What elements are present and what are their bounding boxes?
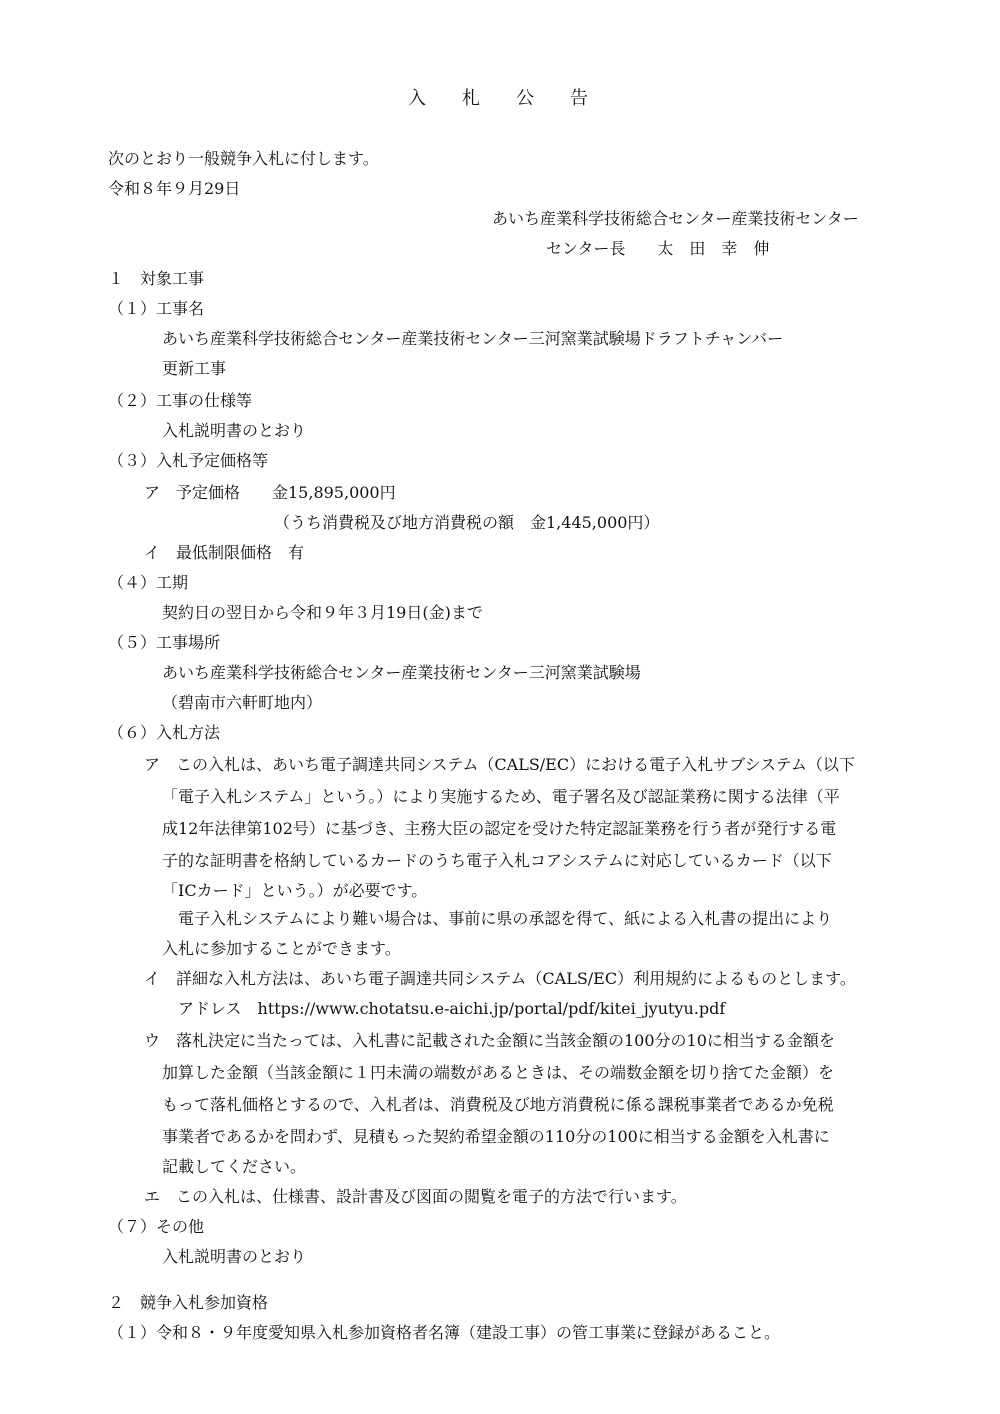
section2-heading: ２ 競争入札参加資格 bbox=[108, 1293, 269, 1312]
s1-7-heading: （７）その他 bbox=[108, 1217, 205, 1236]
s1-3-a-note: （うち消費税及び地方消費税の額 金1,445,000円） bbox=[274, 513, 660, 532]
s1-6-heading: （６）入札方法 bbox=[108, 723, 221, 742]
s1-6-a-line: 子的な証明書を格納しているカードのうち電子入札コアシステムに対応しているカード（以下 bbox=[162, 851, 832, 870]
s1-6-e-line: エ この入札は、仕様書、設計書及び図面の閲覧を電子的方法で行います。 bbox=[144, 1187, 687, 1206]
issuer-name: センター長 太 田 幸 伸 bbox=[546, 239, 770, 258]
notice-date: 令和８年９月29日 bbox=[108, 179, 241, 198]
s1-6-a-line: 「ICカード」という。）が必要です。 bbox=[162, 881, 428, 900]
s1-3-a: ア 予定価格 金15,895,000円 bbox=[144, 483, 396, 502]
s1-6-u-line: もって落札価格とするので、入札者は、消費税及び地方消費税に係る課税事業者であるか免税 bbox=[162, 1095, 834, 1114]
s1-6-a-para2-line: 入札に参加することができます。 bbox=[162, 939, 401, 958]
s2-1-line: （１）令和８・９年度愛知県入札参加資格者名簿（建設工事）の管工事業に登録があること。 bbox=[108, 1323, 781, 1342]
s1-6-a-line: 成12年法律第102号）に基づき、主務大臣の認定を受けた特定認証業務を行う者が発行する電 bbox=[162, 819, 837, 838]
s1-6-u-line: 記載してください。 bbox=[162, 1157, 307, 1176]
s1-2-body: 入札説明書のとおり bbox=[162, 421, 307, 440]
s1-6-address: アドレス https://www.chotatsu.e-aichi.jp/portal/pdf/kitei_jyutyu.pdf bbox=[178, 999, 726, 1018]
s1-6-a-para2-line: 電子入札システムにより難い場合は、事前に県の承認を得て、紙による入札書の提出により bbox=[178, 909, 833, 928]
s1-6-u-line: 加算した金額（当該金額に１円未満の端数があるときは、その端数金額を切り捨てた金額）を bbox=[162, 1063, 835, 1082]
s1-3-heading: （３）入札予定価格等 bbox=[108, 451, 269, 470]
s1-7-body: 入札説明書のとおり bbox=[162, 1247, 307, 1266]
s1-5-line2: （碧南市六軒町地内） bbox=[162, 693, 323, 712]
s1-1-line1: あいち産業科学技術総合センター産業技術センター三河窯業試験場ドラフトチャンバー bbox=[162, 329, 784, 348]
s1-6-a-line: 「電子入札システム」という。）により実施するため、電子署名及び認証業務に関する法律（平 bbox=[162, 787, 840, 806]
s1-4-heading: （４）工期 bbox=[108, 573, 189, 592]
s1-2-heading: （２）工事の仕様等 bbox=[108, 391, 253, 410]
issuer-org: あいち産業科学技術総合センター産業技術センター bbox=[492, 209, 859, 228]
intro-text: 次のとおり一般競争入札に付します。 bbox=[108, 149, 379, 168]
s1-1-line2: 更新工事 bbox=[162, 359, 227, 378]
s1-1-heading: （１）工事名 bbox=[108, 299, 205, 318]
s1-3-i: イ 最低制限価格 有 bbox=[144, 543, 305, 562]
page-title: 入 札 公 告 bbox=[408, 88, 588, 109]
s1-6-u-line: 事業者であるかを問わず、見積もった契約希望金額の110分の100に相当する金額を入札書に bbox=[162, 1127, 830, 1146]
s1-4-body: 契約日の翌日から令和９年３月19日(金)まで bbox=[162, 603, 483, 622]
s1-6-a-line: ア この入札は、あいち電子調達共同システム（CALS/EC）における電子入札サブシステム（以下 bbox=[144, 755, 855, 774]
s1-5-heading: （５）工事場所 bbox=[108, 633, 221, 652]
s1-6-i-line: イ 詳細な入札方法は、あいち電子調達共同システム（CALS/EC）利用規約によるものとします。 bbox=[144, 969, 856, 988]
section1-heading: １ 対象工事 bbox=[108, 269, 205, 288]
s1-6-u-line: ウ 落札決定に当たっては、入札書に記載された金額に当該金額の100分の10に相当する金額を bbox=[144, 1031, 835, 1050]
s1-5-line1: あいち産業科学技術総合センター産業技術センター三河窯業試験場 bbox=[162, 663, 641, 682]
